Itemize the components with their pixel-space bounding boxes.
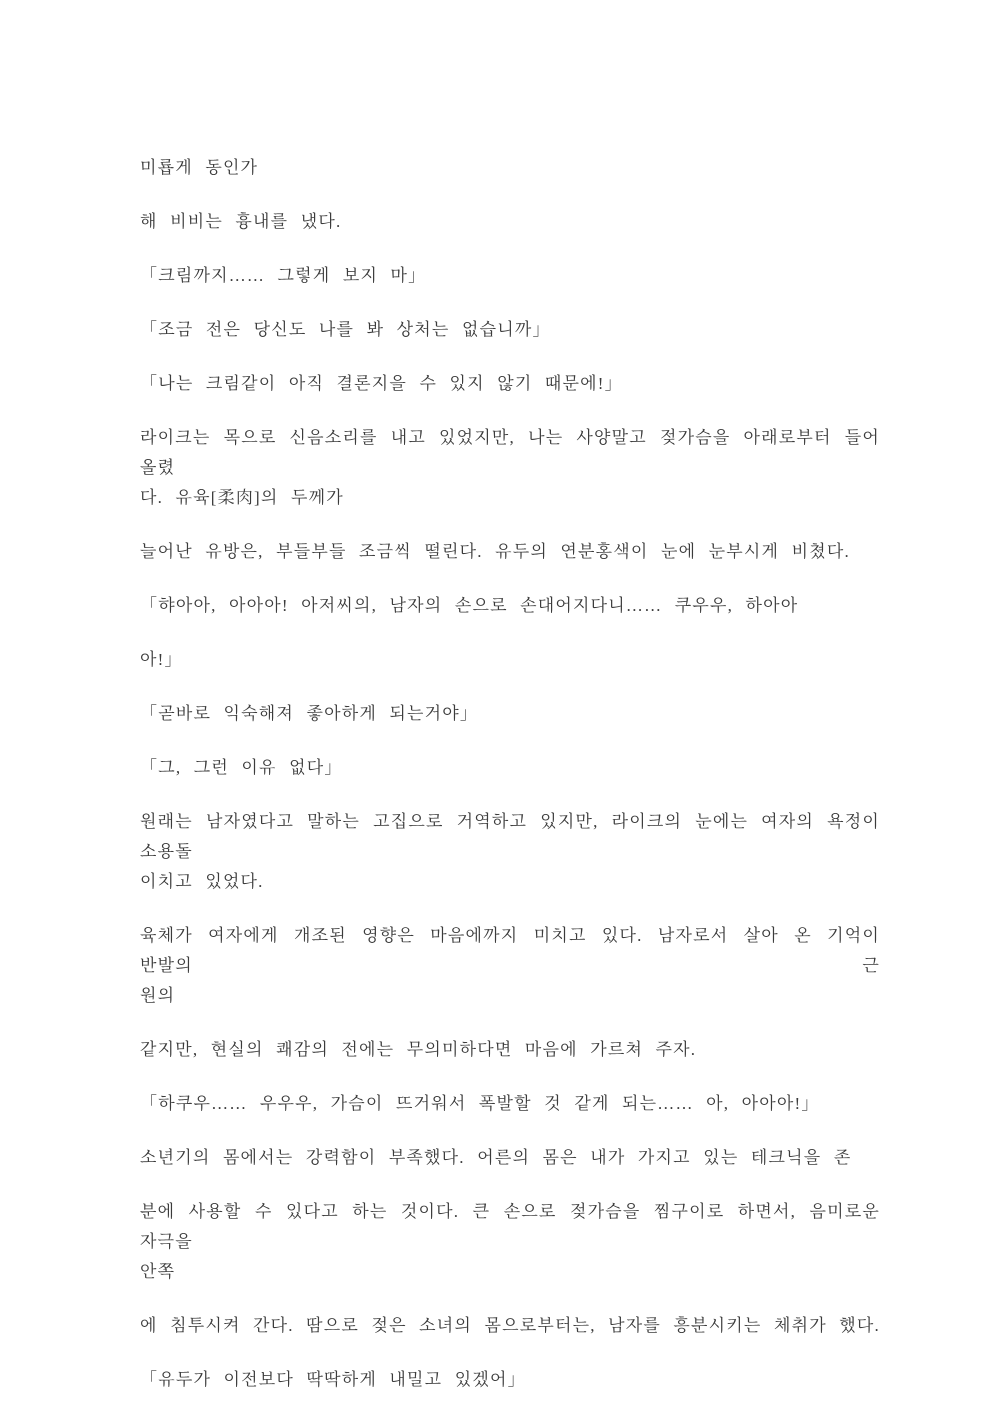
paragraph	[140, 261, 880, 291]
text-line: 「그, 그런 이유 없다」	[140, 758, 343, 777]
paragraph	[140, 921, 880, 1011]
text-line: 「크림까지…… 그렇게 보지 마」	[140, 266, 427, 285]
text-line: 아!」	[140, 650, 183, 669]
text-line: 육체가 여자에게 개조된 영향은 마음에까지 미치고 있다. 남자로서 살아 온 기억이 반발의 근	[140, 926, 880, 975]
paragraph	[140, 645, 880, 675]
text-line: 분에 사용할 수 있다고 하는 것이다. 큰 손으로 젖가슴을 찜구이로 하면서, 음미로운 자극을	[140, 1202, 880, 1251]
paragraph	[140, 369, 880, 399]
text-line: 원의	[140, 986, 176, 1005]
text-line: 「나는 크림같이 아직 결론지을 수 있지 않기 때문에!」	[140, 374, 623, 393]
text-line: 다. 유육[柔肉]의 두께가	[140, 488, 344, 507]
paragraph	[140, 1089, 880, 1119]
text-line: 해 비비는 흉내를 냈다.	[140, 212, 342, 231]
text-line: 라이크는 목으로 신음소리를 내고 있었지만, 나는 사양말고 젖가슴을 아래로부터 들어 올렸	[140, 428, 880, 477]
text-line: 소년기의 몸에서는 강력함이 부족했다. 어른의 몸은 내가 가지고 있는 테크닉을 존	[140, 1148, 852, 1167]
paragraph	[140, 315, 880, 345]
text-line: 이치고 있었다.	[140, 872, 264, 891]
text-line: 「하쿠우…… 우우우, 가슴이 뜨거워서 폭발할 것 같게 되는…… 아, 아아아!」	[140, 1094, 820, 1113]
paragraph	[140, 1365, 880, 1395]
paragraph	[140, 1143, 880, 1173]
text-line: 미룝게 동인가	[140, 158, 259, 177]
text-line: 「조금 전은 당신도 나를 봐 상처는 없습니까」	[140, 320, 551, 339]
text-line: 에 침투시켜 간다. 땀으로 젖은 소녀의 몸으로부터는, 남자를 흥분시키는 체취가 했다.	[140, 1316, 880, 1335]
text-line: 원래는 남자였다고 말하는 고집으로 거역하고 있지만, 라이크의 눈에는 여자의 욕정이 소용돌	[140, 812, 880, 861]
text-line: 「곧바로 익숙해져 좋아하게 되는거야」	[140, 704, 479, 723]
paragraph	[140, 1197, 880, 1287]
paragraph	[140, 537, 880, 567]
text-line: 「유두가 이전보다 딱딱하게 내밀고 있겠어」	[140, 1370, 526, 1389]
paragraph	[140, 807, 880, 897]
text-line: 늘어난 유방은, 부들부들 조금씩 떨린다. 유두의 연분홍색이 눈에 눈부시게 비쳤다.	[140, 542, 850, 561]
paragraph	[140, 1035, 880, 1065]
paragraph	[140, 753, 880, 783]
text-line: 「햐아아, 아아아! 아저씨의, 남자의 손으로 손대어지다니…… 쿠우우, 하아아	[140, 596, 799, 615]
text-line: 같지만, 현실의 쾌감의 전에는 무의미하다면 마음에 가르쳐 주자.	[140, 1040, 697, 1059]
paragraph	[140, 1311, 880, 1341]
paragraph	[140, 423, 880, 513]
paragraph	[140, 153, 880, 183]
paragraph	[140, 591, 880, 621]
paragraph	[140, 207, 880, 237]
paragraph	[140, 699, 880, 729]
text-line: 안쪽	[140, 1262, 176, 1281]
